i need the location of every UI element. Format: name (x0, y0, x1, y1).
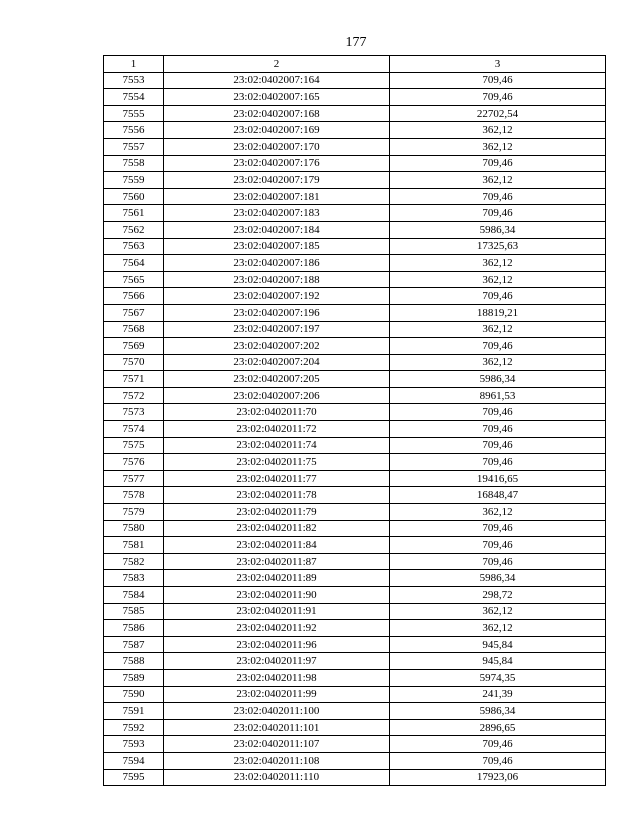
row-number-cell: 7578 (104, 487, 164, 504)
value-cell: 709,46 (390, 553, 606, 570)
cadastral-number-cell: 23:02:0402007:176 (164, 155, 390, 172)
column-header-3: 3 (390, 56, 606, 73)
table-row (104, 155, 606, 172)
value-cell: 16848,47 (390, 487, 606, 504)
value-cell: 19416,65 (390, 470, 606, 487)
cadastral-number-cell: 23:02:0402007:170 (164, 138, 390, 155)
value-cell: 362,12 (390, 172, 606, 189)
value-cell: 362,12 (390, 271, 606, 288)
cadastral-number-cell: 23:02:0402011:107 (164, 736, 390, 753)
header-row (104, 56, 606, 73)
cadastral-number-cell: 23:02:0402011:77 (164, 470, 390, 487)
row-number-cell: 7572 (104, 387, 164, 404)
row-number-cell: 7569 (104, 338, 164, 355)
data-table (103, 55, 606, 786)
row-number-cell: 7575 (104, 437, 164, 454)
row-number-cell: 7581 (104, 537, 164, 554)
cadastral-number-cell: 23:02:0402011:108 (164, 752, 390, 769)
value-cell: 5986,34 (390, 703, 606, 720)
table-row (104, 752, 606, 769)
row-number-cell: 7579 (104, 504, 164, 521)
table-row (104, 387, 606, 404)
cadastral-number-cell: 23:02:0402011:82 (164, 520, 390, 537)
table-row (104, 603, 606, 620)
value-cell: 17325,63 (390, 238, 606, 255)
table-row (104, 122, 606, 139)
column-header-2: 2 (164, 56, 390, 73)
row-number-cell: 7574 (104, 421, 164, 438)
table-row (104, 669, 606, 686)
row-number-cell: 7577 (104, 470, 164, 487)
cadastral-number-cell: 23:02:0402007:185 (164, 238, 390, 255)
row-number-cell: 7563 (104, 238, 164, 255)
cadastral-number-cell: 23:02:0402011:89 (164, 570, 390, 587)
row-number-cell: 7573 (104, 404, 164, 421)
value-cell: 709,46 (390, 520, 606, 537)
table-row (104, 587, 606, 604)
cadastral-number-cell: 23:02:0402011:90 (164, 587, 390, 604)
value-cell: 5986,34 (390, 371, 606, 388)
table-row (104, 338, 606, 355)
value-cell: 709,46 (390, 338, 606, 355)
row-number-cell: 7553 (104, 72, 164, 89)
cadastral-number-cell: 23:02:0402007:183 (164, 205, 390, 222)
row-number-cell: 7566 (104, 288, 164, 305)
value-cell: 5986,34 (390, 570, 606, 587)
row-number-cell: 7564 (104, 255, 164, 272)
table-row (104, 304, 606, 321)
cadastral-number-cell: 23:02:0402011:110 (164, 769, 390, 786)
row-number-cell: 7557 (104, 138, 164, 155)
value-cell: 5974,35 (390, 669, 606, 686)
row-number-cell: 7561 (104, 205, 164, 222)
table-row (104, 470, 606, 487)
value-cell: 945,84 (390, 653, 606, 670)
page-number: 177 (345, 35, 367, 50)
row-number-cell: 7576 (104, 454, 164, 471)
value-cell: 709,46 (390, 752, 606, 769)
value-cell: 362,12 (390, 354, 606, 371)
cadastral-number-cell: 23:02:0402007:188 (164, 271, 390, 288)
table-row (104, 255, 606, 272)
table-row (104, 238, 606, 255)
row-number-cell: 7586 (104, 620, 164, 637)
table-row (104, 504, 606, 521)
cadastral-number-cell: 23:02:0402011:70 (164, 404, 390, 421)
row-number-cell: 7560 (104, 188, 164, 205)
cadastral-number-cell: 23:02:0402007:169 (164, 122, 390, 139)
row-number-cell: 7585 (104, 603, 164, 620)
cadastral-number-cell: 23:02:0402007:197 (164, 321, 390, 338)
table-row (104, 404, 606, 421)
table-body (104, 72, 606, 786)
table-row (104, 570, 606, 587)
row-number-cell: 7592 (104, 719, 164, 736)
value-cell: 362,12 (390, 603, 606, 620)
table-row (104, 620, 606, 637)
row-number-cell: 7584 (104, 587, 164, 604)
cadastral-number-cell: 23:02:0402011:101 (164, 719, 390, 736)
row-number-cell: 7555 (104, 105, 164, 122)
value-cell: 17923,06 (390, 769, 606, 786)
cadastral-number-cell: 23:02:0402011:98 (164, 669, 390, 686)
table-row (104, 321, 606, 338)
value-cell: 709,46 (390, 537, 606, 554)
value-cell: 5986,34 (390, 221, 606, 238)
value-cell: 709,46 (390, 89, 606, 106)
cadastral-number-cell: 23:02:0402011:96 (164, 636, 390, 653)
row-number-cell: 7570 (104, 354, 164, 371)
table-row (104, 354, 606, 371)
table-row (104, 736, 606, 753)
row-number-cell: 7583 (104, 570, 164, 587)
table-row (104, 188, 606, 205)
cadastral-number-cell: 23:02:0402007:179 (164, 172, 390, 189)
table-row (104, 221, 606, 238)
row-number-cell: 7571 (104, 371, 164, 388)
table-row (104, 719, 606, 736)
table-row (104, 437, 606, 454)
row-number-cell: 7594 (104, 752, 164, 769)
table-row (104, 487, 606, 504)
table-row (104, 636, 606, 653)
value-cell: 709,46 (390, 736, 606, 753)
cadastral-number-cell: 23:02:0402007:192 (164, 288, 390, 305)
table-row (104, 520, 606, 537)
table-row (104, 454, 606, 471)
cadastral-number-cell: 23:02:0402011:75 (164, 454, 390, 471)
table-row (104, 653, 606, 670)
cadastral-number-cell: 23:02:0402011:79 (164, 504, 390, 521)
value-cell: 709,46 (390, 155, 606, 172)
value-cell: 709,46 (390, 404, 606, 421)
value-cell: 8961,53 (390, 387, 606, 404)
row-number-cell: 7562 (104, 221, 164, 238)
table-row (104, 271, 606, 288)
cadastral-number-cell: 23:02:0402011:72 (164, 421, 390, 438)
value-cell: 362,12 (390, 138, 606, 155)
cadastral-number-cell: 23:02:0402007:181 (164, 188, 390, 205)
value-cell: 22702,54 (390, 105, 606, 122)
table-row (104, 288, 606, 305)
value-cell: 709,46 (390, 205, 606, 222)
value-cell: 18819,21 (390, 304, 606, 321)
cadastral-number-cell: 23:02:0402011:74 (164, 437, 390, 454)
cadastral-number-cell: 23:02:0402011:78 (164, 487, 390, 504)
table-row (104, 138, 606, 155)
cadastral-number-cell: 23:02:0402011:87 (164, 553, 390, 570)
row-number-cell: 7554 (104, 89, 164, 106)
table-row (104, 421, 606, 438)
value-cell: 709,46 (390, 437, 606, 454)
row-number-cell: 7590 (104, 686, 164, 703)
row-number-cell: 7565 (104, 271, 164, 288)
row-number-cell: 7595 (104, 769, 164, 786)
cadastral-number-cell: 23:02:0402007:202 (164, 338, 390, 355)
cadastral-number-cell: 23:02:0402007:204 (164, 354, 390, 371)
row-number-cell: 7568 (104, 321, 164, 338)
row-number-cell: 7582 (104, 553, 164, 570)
cadastral-number-cell: 23:02:0402007:164 (164, 72, 390, 89)
value-cell: 709,46 (390, 72, 606, 89)
table-header (104, 56, 606, 73)
value-cell: 709,46 (390, 288, 606, 305)
cadastral-number-cell: 23:02:0402007:206 (164, 387, 390, 404)
value-cell: 945,84 (390, 636, 606, 653)
row-number-cell: 7558 (104, 155, 164, 172)
table-row (104, 537, 606, 554)
table-row (104, 72, 606, 89)
row-number-cell: 7593 (104, 736, 164, 753)
cadastral-number-cell: 23:02:0402007:196 (164, 304, 390, 321)
cadastral-number-cell: 23:02:0402011:91 (164, 603, 390, 620)
table-row (104, 686, 606, 703)
cadastral-number-cell: 23:02:0402007:165 (164, 89, 390, 106)
row-number-cell: 7567 (104, 304, 164, 321)
table-row (104, 703, 606, 720)
table-row (104, 89, 606, 106)
row-number-cell: 7559 (104, 172, 164, 189)
table-row (104, 769, 606, 786)
value-cell: 362,12 (390, 504, 606, 521)
table-row (104, 371, 606, 388)
cadastral-number-cell: 23:02:0402007:186 (164, 255, 390, 272)
table-row (104, 105, 606, 122)
table-row (104, 205, 606, 222)
row-number-cell: 7556 (104, 122, 164, 139)
table-row (104, 553, 606, 570)
row-number-cell: 7580 (104, 520, 164, 537)
row-number-cell: 7589 (104, 669, 164, 686)
cadastral-number-cell: 23:02:0402011:99 (164, 686, 390, 703)
value-cell: 709,46 (390, 188, 606, 205)
cadastral-number-cell: 23:02:0402007:168 (164, 105, 390, 122)
value-cell: 709,46 (390, 454, 606, 471)
value-cell: 2896,65 (390, 719, 606, 736)
value-cell: 298,72 (390, 587, 606, 604)
row-number-cell: 7588 (104, 653, 164, 670)
cadastral-number-cell: 23:02:0402011:92 (164, 620, 390, 637)
cadastral-number-cell: 23:02:0402011:100 (164, 703, 390, 720)
cadastral-number-cell: 23:02:0402007:205 (164, 371, 390, 388)
row-number-cell: 7587 (104, 636, 164, 653)
cadastral-number-cell: 23:02:0402011:97 (164, 653, 390, 670)
row-number-cell: 7591 (104, 703, 164, 720)
value-cell: 362,12 (390, 321, 606, 338)
value-cell: 709,46 (390, 421, 606, 438)
cadastral-number-cell: 23:02:0402007:184 (164, 221, 390, 238)
value-cell: 362,12 (390, 122, 606, 139)
cadastral-number-cell: 23:02:0402011:84 (164, 537, 390, 554)
value-cell: 241,39 (390, 686, 606, 703)
value-cell: 362,12 (390, 255, 606, 272)
column-header-1: 1 (104, 56, 164, 73)
value-cell: 362,12 (390, 620, 606, 637)
table-row (104, 172, 606, 189)
